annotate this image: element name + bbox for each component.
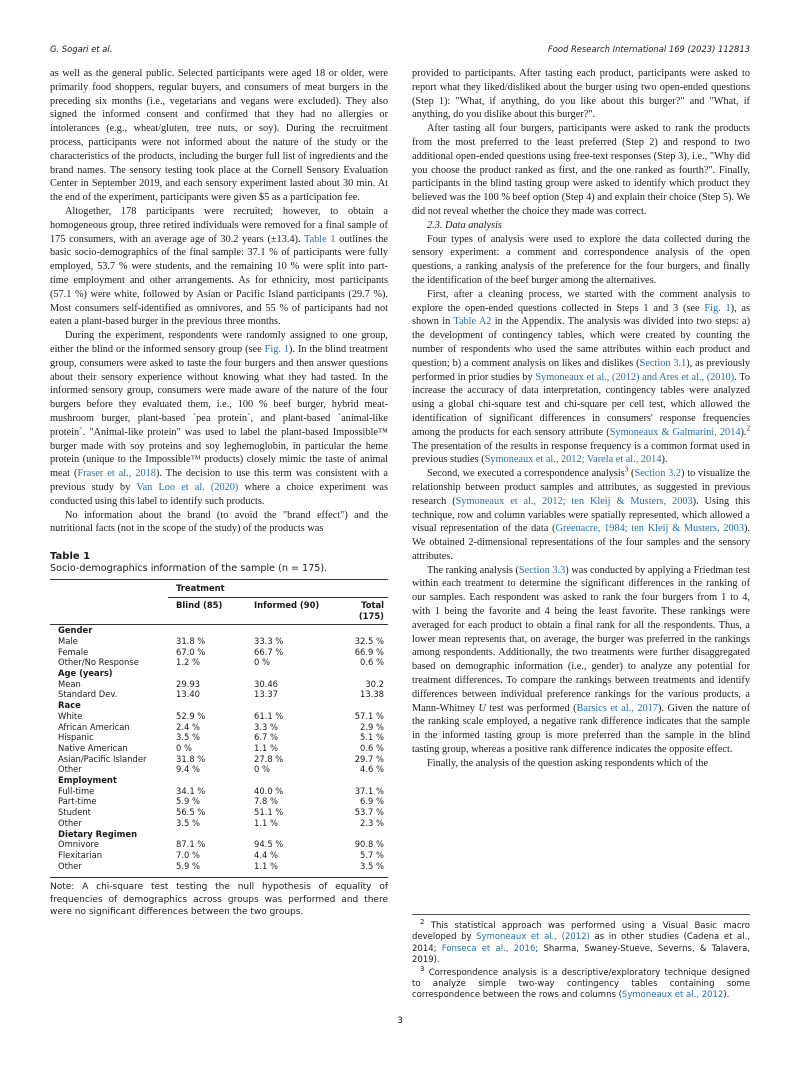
text-run: ). In the blind treatment group, consumers were asked to taste the four burgers and then answer questions about their sensory experience without knowing what they had tasted. In the informed sensory group, consumers were made aware of the nature of the four burgers before they evaluated them, i.e., 100 % beef burger, hybrid meat-mushroom burger, plant-based `pea protein`, and plant-based `animal-like protein`. "Animal-like protein" was used to label the plant-based Impossible™ burger made with soy proteins and soy leghemoglobin, in particular the heme protein (unique to the Impossible™ products) closely mimic the taste of animal meat (: [50, 343, 388, 480]
row-label: Native American: [58, 742, 128, 753]
text-run: ). The decision to use this term was consistent with a previous study by: [50, 468, 389, 493]
table-cell: 5.9 %: [176, 860, 200, 871]
table-row: [50, 764, 388, 775]
table-cell: 1.1 %: [254, 860, 278, 871]
table-group-row: [50, 625, 388, 636]
text-run: ). We obtained 2-dimensional representations of the four samples and the sensory attributes.: [412, 523, 750, 562]
citation-link[interactable]: Fraser et al., 2018: [77, 468, 156, 480]
treatment-header: Treatment: [168, 580, 388, 598]
table-note: Note: A chi-square test testing the null hypothesis of equality of frequencies of demographics across groups was performed and there were no significant differences between the two groups.: [50, 877, 388, 918]
footnote-2: [412, 918, 751, 967]
footnote-marker[interactable]: 2: [746, 424, 751, 433]
table-cell: 13.38: [360, 689, 384, 700]
table-cell: 51.1 %: [254, 807, 284, 818]
page-number: 3: [397, 1016, 403, 1026]
table-row: [50, 807, 388, 818]
group-label: Age (years): [58, 668, 113, 679]
column-header: Blind (85): [176, 599, 223, 610]
footnote-number: 3: [420, 964, 425, 973]
table-cell: 1.1 %: [254, 742, 278, 753]
group-label: Gender: [58, 625, 93, 636]
footnote-3: [412, 964, 750, 1002]
text-run: Second, we executed a correspondence analysis: [427, 468, 625, 480]
table-group-row: [50, 775, 388, 786]
paragraph: [412, 467, 750, 564]
table-cell: 31.8 %: [176, 753, 206, 764]
table-row: [50, 679, 388, 690]
table-cell: 2.4 %: [176, 721, 200, 732]
table-row: [50, 722, 388, 733]
table-cell: 3.3 %: [254, 721, 278, 732]
left-column: [50, 67, 388, 918]
paragraph: [412, 288, 750, 467]
table-row: [50, 743, 388, 754]
table-cell: 5.9 %: [176, 796, 200, 807]
row-label: Asian/Pacific Islander: [58, 753, 147, 764]
table-cell: 33.3 %: [254, 635, 284, 646]
table-title: Table 1: [50, 551, 91, 563]
table-row: [50, 657, 388, 668]
footnote-marker[interactable]: 3: [624, 465, 629, 474]
table-cell: 87.1 %: [176, 839, 206, 850]
row-label: Female: [58, 646, 89, 657]
paragraph: [50, 205, 388, 329]
table-caption: Socio-demographics information of the sample (n = 175).: [50, 563, 328, 575]
paragraph: [412, 564, 750, 757]
table-row: [50, 818, 388, 829]
text-run: U: [478, 702, 486, 714]
text-run: ).: [661, 454, 668, 466]
table-group-row: [50, 829, 388, 840]
right-column: [412, 67, 750, 771]
text-run: ; Sharma, Swaney-Stueve, Severns, & Talavera, 2019).: [412, 943, 750, 966]
section-link[interactable]: Section 3.2: [634, 468, 682, 480]
table-cell: 66.9 %: [354, 646, 384, 657]
paragraph: After tasting all four burgers, participants were asked to rank the products from the most preferred to the least preferred (Step 2) and respond to two additional open-ended questions using free-text responses (Step 3), i.e., "Why did you choose the product ranked as first, and the one ranked as fourth?". Finally, participants in the blind tasting group were asked to identify which product they believed was the 100 % beef option (Step 4) and explain their choice (Step 5). We did not reveal whether the choice they made was correct.: [412, 123, 750, 217]
citation-link[interactable]: Barsics et al., 2017: [576, 702, 658, 714]
paragraph: Finally, the analysis of the question asking respondents which of the: [427, 757, 709, 769]
text-run: ).: [740, 426, 747, 438]
table-row: [50, 861, 388, 874]
table-cell: 0 %: [254, 764, 270, 775]
table-cell: 57.1 %: [354, 710, 384, 721]
table-cell: 2.9 %: [360, 721, 384, 732]
table-cell: 7.0 %: [176, 849, 200, 860]
table-row: [50, 711, 388, 722]
table-cell: 30.2: [365, 678, 384, 689]
row-label: Other/No Response: [58, 657, 139, 668]
table-row: [50, 647, 388, 658]
paragraph: as well as the general public. Selected participants were aged 18 or older, were primarily food shoppers, regular buyers, and consumers of meat burgers in the preceding six months (i.e., vegetarians and vegans were excluded). They also signed the informed consent and confirmed that they had no allergies or intolerances (e.g., wheat/gluten, tree nuts, or soy). During the recruitment process, participants were not informed about the nature of the study or the characteristics of the products, including the burger full list of ingredients and the brand names. The sensory testing took place at the Cornell Sensory Evaluation Center in September 2019, and each sensory experiment lasted about 30 min. At the end of the experiment, participants were given $5 as a participation fee.: [50, 68, 388, 204]
citation-link[interactable]: Symoneaux et al., (2012) and Ares et al., (2010): [535, 371, 735, 383]
text-run: During the experiment, respondents were randomly assigned to one group, either the blind or the informed sensory group (see: [50, 330, 388, 355]
section-heading: 2.3. Data analysis: [427, 219, 502, 231]
row-label: Flexitarian: [58, 849, 103, 860]
section-link[interactable]: Section 3.1: [639, 357, 687, 369]
table-a2-link[interactable]: Table A2: [453, 316, 492, 328]
table-cell: 34.1 %: [176, 785, 206, 796]
row-label: Student: [58, 807, 91, 818]
table-cell: 56.5 %: [176, 807, 206, 818]
table-cell: 4.6 %: [360, 764, 384, 775]
row-label: Omnivore: [58, 839, 99, 850]
column-header: Informed (90): [254, 599, 320, 610]
table-cell: 94.5 %: [254, 839, 284, 850]
table-row: [50, 754, 388, 765]
row-label: Male: [58, 635, 78, 646]
table-cell: 1.1 %: [254, 817, 278, 828]
paragraph: No information about the brand (to avoid the "brand effect") and the nutritional facts (not in the scope of the study) of the products was: [50, 509, 388, 535]
text-run: First, after a cleaning process, we started with the comment analysis to explore the open-ended questions collected in Steps 1 and 3 (see: [412, 288, 750, 314]
table-cell: 31.8 %: [176, 635, 206, 646]
citation-link[interactable]: Symoneaux et al., 2012: [621, 990, 724, 1001]
table-row: [50, 850, 388, 861]
table-group-row: [50, 700, 388, 711]
footnotes: [412, 914, 750, 1003]
table-cell: 52.9 %: [176, 710, 206, 721]
table-cell: 7.8 %: [254, 796, 278, 807]
fig-1-link[interactable]: Fig. 1: [264, 343, 290, 355]
demographics-table: [50, 579, 388, 873]
table-row: [50, 839, 388, 850]
table-cell: 0.6 %: [360, 742, 384, 753]
text-run: Correspondence analysis is a descriptive/exploratory technique designed to analyze simple two-way contingency tables containing some correspondence between the rows and columns (: [412, 967, 750, 1001]
table-cell: 5.7 %: [360, 849, 384, 860]
text-run: ) was conducted by applying a Friedman test within each treatment to determine the significant differences in the ranking of our samples. Each respondent was asked to rank the four burgers from 1 to 4, with 1 being the favorite and 4 being the least favorite. These rankings were averaged for each product to obtain a final rank for all the respondents. Thus, a lower mean represents that, on average, the burger was preferred in the rankings among respondents. Additionally, the two treatments were further disaggregated based on demographic information (i.e., gender) to analyze any potential for treatment differences. To compare the rankings between treatments and identify differences between individual preference rankings for the various products, a Mann-Whitney: [412, 564, 750, 714]
group-label: Race: [58, 700, 81, 711]
row-label: Other: [58, 860, 82, 871]
table-cell: 37.1 %: [354, 785, 384, 796]
table-1-link[interactable]: Table 1: [304, 233, 336, 245]
text-run: test was performed (: [489, 702, 577, 714]
group-label: Employment: [58, 775, 117, 786]
text-run: ) to visualize the relationship between product samples and attributes, as suggested in previous research (: [412, 468, 750, 507]
table-cell: 9.4 %: [176, 764, 200, 775]
citation-link[interactable]: Symoneaux et al., 2012; ten Kleij & Musters, 2003: [455, 495, 693, 507]
group-label: Dietary Regimen: [58, 828, 138, 839]
fig-1-link[interactable]: Fig. 1: [704, 302, 731, 314]
table-cell: 1.2 %: [176, 657, 200, 668]
table-column-headers: [50, 597, 388, 624]
text-run: outlines the basic socio-demographics of the final sample: 37.1 % of participants were fully employed, 53.7 % were students, and the remaining 10 % were split into part-time employment and other arrangements. As for ethnicity, most participants (57.1 %) were white, followed by Asian or Pacific Island participants (29.7 %). Most consumers self-identified as omnivores, and 55 % of participants had not eaten a plant-based burger in the previous three months.: [50, 233, 388, 328]
citation-link[interactable]: Symoneaux et al., 2012; Varela et al., 2014: [484, 454, 662, 466]
table-cell: 29.7 %: [354, 753, 384, 764]
running-header-journal: Food Research International 169 (2023) 112813: [547, 44, 750, 54]
table-cell: 67.0 %: [176, 646, 206, 657]
table-cell: 53.7 %: [354, 807, 384, 818]
row-label: Other: [58, 764, 82, 775]
text-run: where a choice experiment was conducted using this label to identify such products.: [50, 481, 388, 507]
text-run: (: [628, 468, 635, 480]
row-label: Hispanic: [58, 732, 94, 743]
row-label: Standard Dev.: [58, 689, 118, 700]
table-cell: 6.7 %: [254, 732, 278, 743]
table-group-row: [50, 668, 388, 679]
text-run: The ranking analysis (: [427, 564, 519, 576]
table-cell: 66.7 %: [254, 646, 284, 657]
table-cell: 30.46: [254, 678, 278, 689]
paragraph: Four types of analysis were used to explore the data collected during the sensory experiment: a comment and correspondence analysis of the open questions, a ranking analysis of the preference for the four burgers, and finally the identification of the beef burger among the alternatives.: [412, 233, 750, 286]
table-cell: 0 %: [176, 742, 192, 753]
table-cell: 3.5 %: [176, 817, 200, 828]
text-run: ). Using this technique, row and column variables were spatially represented, which allowed a visual representation of the data (: [412, 495, 750, 535]
section-link[interactable]: Section 3.3: [518, 564, 566, 576]
text-run: ).: [723, 990, 730, 1001]
table-row: [50, 732, 388, 743]
citation-link[interactable]: Fonseca et al., 2016: [441, 943, 536, 954]
citation-link[interactable]: Van Loo et al. (2020): [136, 481, 239, 493]
table-cell: 2.3 %: [360, 817, 384, 828]
table-cell: 90.8 %: [354, 839, 384, 850]
table-cell: 0 %: [254, 657, 270, 668]
table-cell: 27.8 %: [254, 753, 284, 764]
row-label: Full-time: [58, 785, 95, 796]
table-cell: 13.37: [254, 689, 278, 700]
text-run: ), as shown in: [412, 302, 750, 328]
table-cell: 6.9 %: [360, 796, 384, 807]
table-cell: 3.5 %: [176, 732, 200, 743]
text-run: ), as previously performed in prior studies by: [412, 357, 750, 383]
row-label: White: [58, 710, 83, 721]
table-header-row: [50, 580, 388, 598]
table-row: [50, 796, 388, 807]
text-run: in the Appendix. The analysis was divided into two steps: a) the development of contingency tables, which were created by counting the number of respondents who used the same attributes within each product and question; b) a comment analysis on likes and dislikes (: [412, 316, 751, 369]
table-cell: 40.0 %: [254, 785, 284, 796]
text-run: The presentation of the results in response frequency is a common format used in previous studies (: [412, 440, 750, 466]
row-label: Mean: [58, 678, 81, 689]
table-cell: 29.93: [176, 678, 200, 689]
table-row: [50, 636, 388, 647]
citation-link[interactable]: Symoneaux et al., (2012): [476, 932, 590, 943]
table-cell: 61.1 %: [254, 710, 284, 721]
table-cell: 13.40: [176, 689, 200, 700]
footnote-number: 2: [420, 918, 425, 927]
table-cell: 3.5 %: [360, 860, 384, 871]
row-label: Other: [58, 817, 82, 828]
column-header: Total (175): [358, 599, 384, 621]
table-row: [50, 689, 388, 700]
row-label: African American: [58, 721, 130, 732]
paragraph: provided to participants. After tasting each product, participants were asked to report what they liked/disliked about the burger using two open-ended questions (Step 1): "What, if anything, do you like about this burger?" and "What, if anything, do you dislike about this burger?".: [412, 68, 750, 121]
table-cell: 0.6 %: [360, 657, 384, 668]
citation-link[interactable]: Symoneaux & Galmarini, 2014: [609, 426, 741, 438]
table-row: [50, 786, 388, 797]
table-cell: 4.4 %: [254, 849, 278, 860]
citation-link[interactable]: Greenacre, 1984; ten Kleij & Musters, 2003: [555, 523, 744, 535]
text-run: ). Given the nature of the ranking scale employed, a negative rank difference indicates that the sample in the informed tasting group is more preferred than the sample in the blind tasting group, whereas a positive rank difference indicates the opposite effect.: [412, 702, 751, 756]
table-cell: 5.1 %: [360, 732, 384, 743]
text-run: as in other studies (Cadena et al., 2014;: [412, 932, 751, 954]
paragraph: [50, 329, 388, 508]
running-header-authors: G. Sogari et al.: [50, 44, 113, 54]
table-cell: 32.5 %: [354, 635, 384, 646]
row-label: Part-time: [58, 796, 97, 807]
text-run: Altogether, 178 participants were recruited; however, to obtain a homogeneous group, three retired individuals were removed for a final sample of 175 consumers, with an average age of 30.2 years (±13.4).: [50, 205, 388, 245]
text-run: This statistical approach was performed using a Visual Basic macro developed by: [412, 921, 751, 943]
text-run: . To increase the accuracy of data interpretation, contingency tables were analyzed using a global chi-square test and chi-square per cell test, which allowed the identification of significant differences in consumers' response frequencies among the products for each sensory attribute (: [412, 371, 750, 438]
